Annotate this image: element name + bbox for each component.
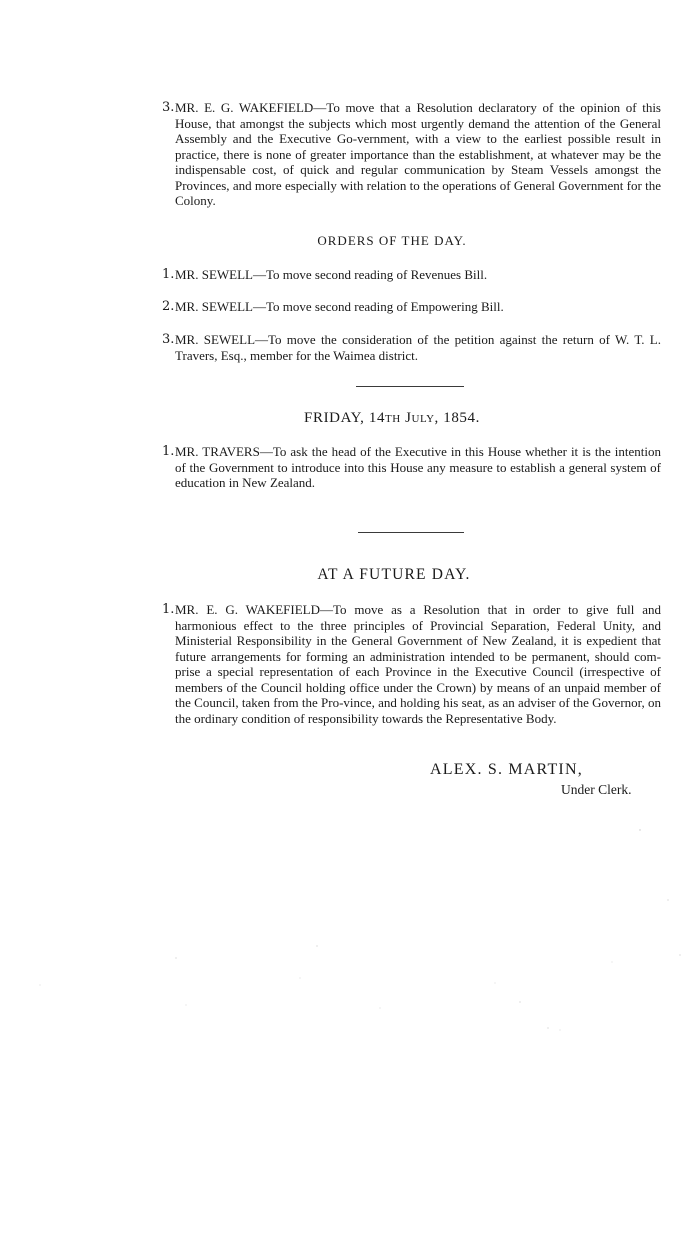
orders-item-number: 1. [162, 267, 175, 282]
friday-heading-month: ULY [411, 413, 435, 425]
orders-item-text: MR. SEWELL—To move second reading of Empowering Bill. [175, 299, 504, 314]
motion-number: 3. [162, 100, 175, 115]
friday-heading-ordinal: TH [385, 413, 401, 425]
orders-item-text: MR. SEWELL—To move second reading of Revenues Bill. [175, 267, 488, 282]
friday-heading-month-initial: J [405, 410, 412, 426]
orders-item-text: MR. SEWELL—To move the consideration of the petition against the return of W. T. L. Travers, Esq., member for the Waimea district. [175, 332, 661, 363]
signature-name: ALEX. S. MARTIN, [430, 761, 583, 778]
orders-item-number: 2. [162, 299, 175, 314]
future-item-number: 1. [162, 602, 175, 617]
friday-heading-year: , 1854. [434, 410, 480, 426]
orders-of-the-day-heading: ORDERS OF THE DAY. [317, 233, 467, 248]
signature-title: Under Clerk. [561, 782, 632, 797]
motion-text: MR. E. G. WAKEFIELD—To move that a Resolution declaratory of the opinion of this House, that amongst the subjects which most urgently demand the attention of the General Assembly and the Executive Go-vernment, with a view to the earliest possible result in practice, there is none of greater importance than the establishment, at whatever may be the indispensable cost, of quick and regular communication by Steam Vessels amongst the Provinces, and more especially with relation to the operations of General Government for the Colony. [175, 100, 661, 208]
friday-heading-main: FRIDAY, 14 [304, 410, 386, 426]
future-day-heading: AT A FUTURE DAY. [317, 566, 471, 583]
friday-item-number: 1. [162, 444, 175, 459]
future-item-text: MR. E. G. WAKEFIELD—To move as a Resolution that in order to give full and harmonious effect to the three principles of Provincial Separation, Federal Unity, and Ministerial Responsibility in the General Government of New Zealand, it is expedient that future arrangements for forming an administration intended to be permanent, should com-prise a special representation of each Province in the Executive Council (irrespective of members of the Council holding office under the Crown) by means of an unpaid member of the Council, taken from the Pro-vince, and holding his seat, as an adviser of the Governor, on the ordinary condition of responsibility towards the Representative Body. [175, 602, 661, 726]
friday-item-text: MR. TRAVERS—To ask the head of the Executive in this House whether it is the intention of the Government to introduce into this House any measure to establish a general system of education in New Zealand. [175, 444, 661, 490]
orders-item-number: 3. [162, 332, 175, 347]
